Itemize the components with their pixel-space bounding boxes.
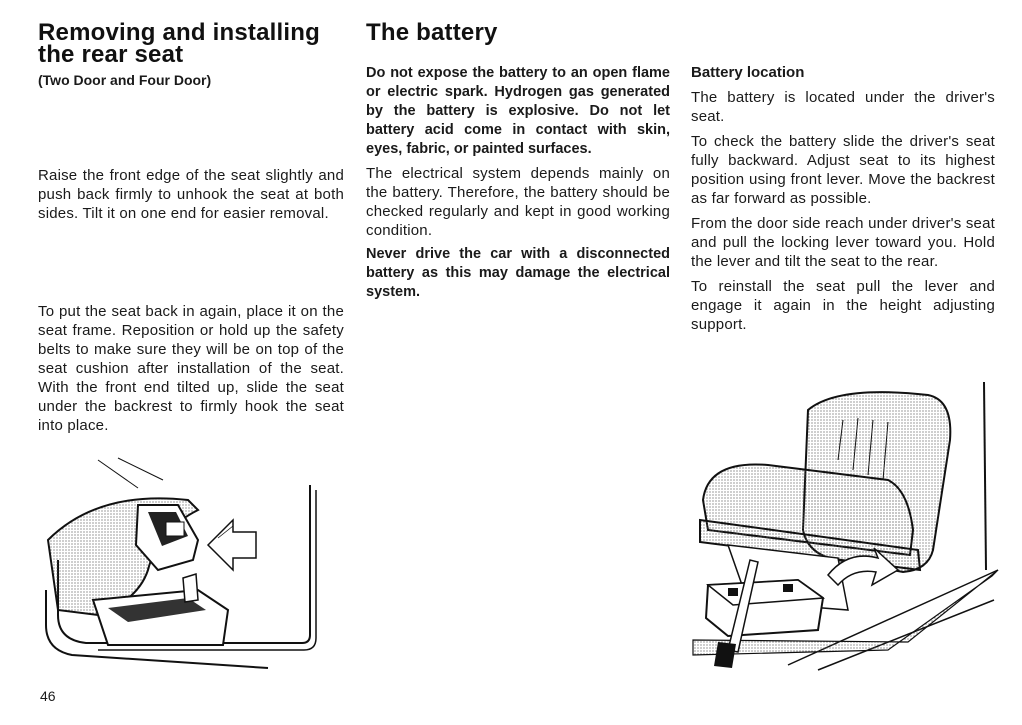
battery-warning-disconnect: Never drive the car with a disconnected battery as this may damage the electrical system. — [366, 246, 670, 300]
battery-location-section — [691, 63, 995, 334]
rear-seat-title-line1: Removing and installing — [38, 19, 320, 46]
rear-seat-subtitle: (Two Door and Four Door) — [38, 72, 212, 88]
rear-seat-title — [38, 19, 344, 68]
battery-location-text-3: From the door side reach under driver's seat and pull the locking lever toward you. Hold the lever and tilt the seat to the rear. — [691, 215, 995, 270]
battery-maintenance-text: The electrical system depends mainly on the battery. Therefore, the battery should be checked regularly and kept in good working condition. — [366, 165, 670, 239]
rear-seat-install-text: To put the seat back in again, place it on the seat frame. Reposition or hold up the safety belts to make sure they will be on top of the seat cushion after installation of the seat. With the front end tilted up, slide the seat under the backrest to firmly hook the seat into place. — [38, 303, 344, 434]
page-number: 46 — [40, 688, 56, 704]
battery-location-heading: Battery location — [691, 64, 805, 81]
battery-seat-illustration — [688, 380, 1003, 672]
battery-warning-explosive: Do not expose the battery to an open flame or electric spark. Hydrogen gas generated by the battery is explosive. Do not let battery acid come in contact with skin, eyes, fabric, or painted surfaces. — [366, 65, 670, 157]
battery-title: The battery — [366, 19, 498, 46]
battery-location-text-4: To reinstall the seat pull the lever and engage it again in the height adjusting support. — [691, 278, 995, 333]
battery-location-text-1: The battery is located under the driver's seat. — [691, 89, 995, 125]
rear-seat-illustration — [38, 450, 348, 675]
rear-seat-title-line2: the rear seat — [38, 41, 184, 68]
rear-seat-section — [38, 19, 344, 88]
rear-seat-removal-text: Raise the front edge of the seat slightly and push back firmly to unhook the seat at both sides. Tilt it on one end for easier removal. — [38, 167, 344, 222]
battery-location-text-2: To check the battery slide the driver's seat fully backward. Adjust seat to its highest position using front lever. Move the backrest as far forward as possible. — [691, 133, 995, 207]
